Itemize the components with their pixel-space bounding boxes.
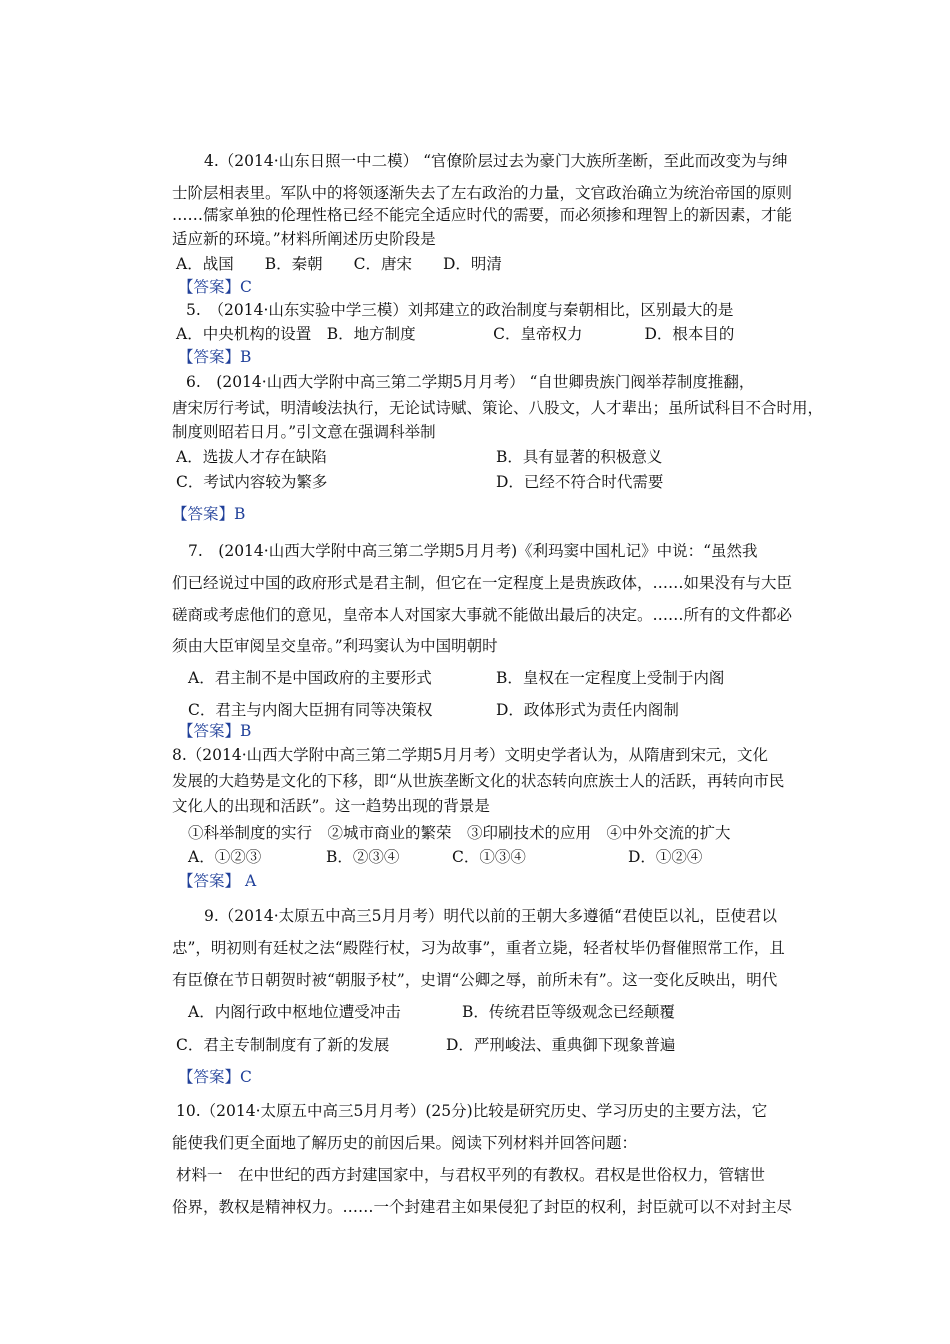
q4-line-2: 士阶层相表里。军队中的将领逐渐失去了左右政治的力量，文官政治确立为统治帝国的原则	[172, 184, 793, 202]
q10-line-4: 俗界，教权是精神权力。……一个封建君主如果侵犯了封臣的权利，封臣就可以不对封主尽	[172, 1198, 793, 1216]
answer-label: 【答案】	[178, 722, 241, 740]
q6-option-b: B．具有显著的积极意义	[496, 448, 663, 466]
q7-answer	[178, 720, 251, 742]
q7-option-c: C．君主与内阁大臣拥有同等决策权	[188, 701, 433, 719]
q8-line-2: 发展的大趋势是文化的下移，即“从世族垄断文化的状态转向庶族士人的活跃，再转向市民	[172, 772, 785, 790]
q4-line-3: ……儒家单独的伦理性格已经不能完全适应时代的需要，而必须掺和理智上的新因素，才能	[172, 206, 793, 224]
q9-answer	[178, 1066, 252, 1088]
q4-line-4: 适应新的环境。”材料所阐述历史阶段是	[172, 230, 436, 248]
answer-label: 【答案】	[178, 1068, 241, 1086]
q5-options: A．中央机构的设置 B．地方制度 C．皇帝权力 D．根本目的	[176, 325, 735, 343]
answer-value: B	[240, 722, 252, 740]
answer-value: B	[240, 348, 252, 366]
q8-option-c: C．①③④	[452, 848, 526, 866]
q6-line-2: 唐宋厉行考试，明清峻法执行，无论试诗赋、策论、八股文，人才辈出；虽所试科目不合时用，	[172, 399, 824, 417]
q7-line-2: 们已经说过中国的政府形式是君主制，但它在一定程度上是贵族政体，……如果没有与大臣	[172, 574, 793, 592]
q9-option-d: D．严刑峻法、重典御下现象普遍	[446, 1036, 676, 1054]
q9-option-b: B．传统君臣等级观念已经颠覆	[462, 1003, 675, 1021]
q6-option-a: A．选拔人才存在缺陷	[176, 448, 327, 466]
answer-label: 【答案】	[172, 505, 235, 523]
q6-line-1: 6. (2014·山西大学附中高三第二学期5月月考） “自世卿贵族门阀举荐制度推翻，	[186, 373, 755, 391]
q4-line-1: 4.（2014·山东日照一中二模） “官僚阶层过去为豪门大族所垄断，至此而改变为与绅	[204, 152, 788, 170]
q9-option-a: A．内阁行政中枢地位遭受冲击	[188, 1003, 401, 1021]
q7-option-a: A．君主制不是中国政府的主要形式	[188, 669, 432, 687]
q9-line-1: 9.（2014·太原五中高三5月月考）明代以前的王朝大多遵循“君使臣以礼，臣使君以	[204, 907, 777, 925]
answer-value: C	[240, 1068, 252, 1086]
answer-value: A	[244, 872, 257, 890]
q8-line-3: 文化人的出现和活跃”。这一趋势出现的背景是	[172, 797, 490, 815]
answer-value: C	[240, 278, 252, 296]
q9-option-c: C．君主专制制度有了新的发展	[176, 1036, 390, 1054]
q9-line-2: 忠”，明初则有廷杖之法“殿陛行杖，习为故事”，重者立毙，轻者杖毕仍督催照常工作，且	[172, 939, 785, 957]
q7-option-d: D．政体形式为责任内阁制	[496, 701, 679, 719]
q4-answer	[178, 276, 252, 298]
answer-label: 【答案】	[178, 278, 241, 296]
q4-options: A．战国 B．秦朝 C．唐宋 D．明清	[176, 255, 502, 273]
q5-answer	[178, 346, 251, 368]
q7-line-3: 磋商或考虑他们的意见，皇帝本人对国家大事就不能做出最后的决定。……所有的文件都必	[172, 606, 793, 624]
q10-line-2: 能使我们更全面地了解历史的前因后果。阅读下列材料并回答问题：	[172, 1134, 638, 1152]
q8-option-b: B．②③④	[326, 848, 400, 866]
answer-label: 【答案】	[178, 348, 241, 366]
q9-line-3: 有臣僚在节日朝贺时被“朝服予杖”，史谓“公卿之辱，前所未有”。这一变化反映出，明代	[172, 971, 778, 989]
q8-answer	[178, 870, 256, 892]
q6-option-c: C．考试内容较为繁多	[176, 473, 328, 491]
q7-line-4: 须由大臣审阅呈交皇帝。”利玛窦认为中国明朝时	[172, 637, 498, 655]
q7-option-b: B．皇权在一定程度上受制于内阁	[496, 669, 725, 687]
q7-line-1: 7. (2014·山西大学附中高三第二学期5月月考)《利玛窦中国札记》中说：“虽然我	[188, 542, 758, 560]
q6-option-d: D．已经不符合时代需要	[496, 473, 664, 491]
q5-line-1: 5. （2014·山东实验中学三模）刘邦建立的政治制度与秦朝相比，区别最大的是	[186, 301, 734, 319]
q10-line-3: 材料一 在中世纪的西方封建国家中，与君权平列的有教权。君权是世俗权力，管辖世	[176, 1166, 766, 1184]
q10-line-1: 10.（2014·太原五中高三5月月考）(25分)比较是研究历史、学习历史的主要方法，它	[176, 1102, 768, 1120]
q8-line-1: 8.（2014·山西大学附中高三第二学期5月月考）文明史学者认为，从隋唐到宋元，文化	[172, 746, 769, 764]
q8-option-a: A．①②③	[188, 848, 262, 866]
answer-value: B	[234, 505, 246, 523]
q6-line-3: 制度则昭若日月。”引文意在强调科举制	[172, 423, 436, 441]
q8-items: ①科举制度的实行 ②城市商业的繁荣 ③印刷技术的应用 ④中外交流的扩大	[188, 824, 731, 842]
q8-option-d: D．①②④	[628, 848, 703, 866]
q6-answer	[172, 503, 245, 525]
answer-label: 【答案】	[178, 872, 241, 890]
